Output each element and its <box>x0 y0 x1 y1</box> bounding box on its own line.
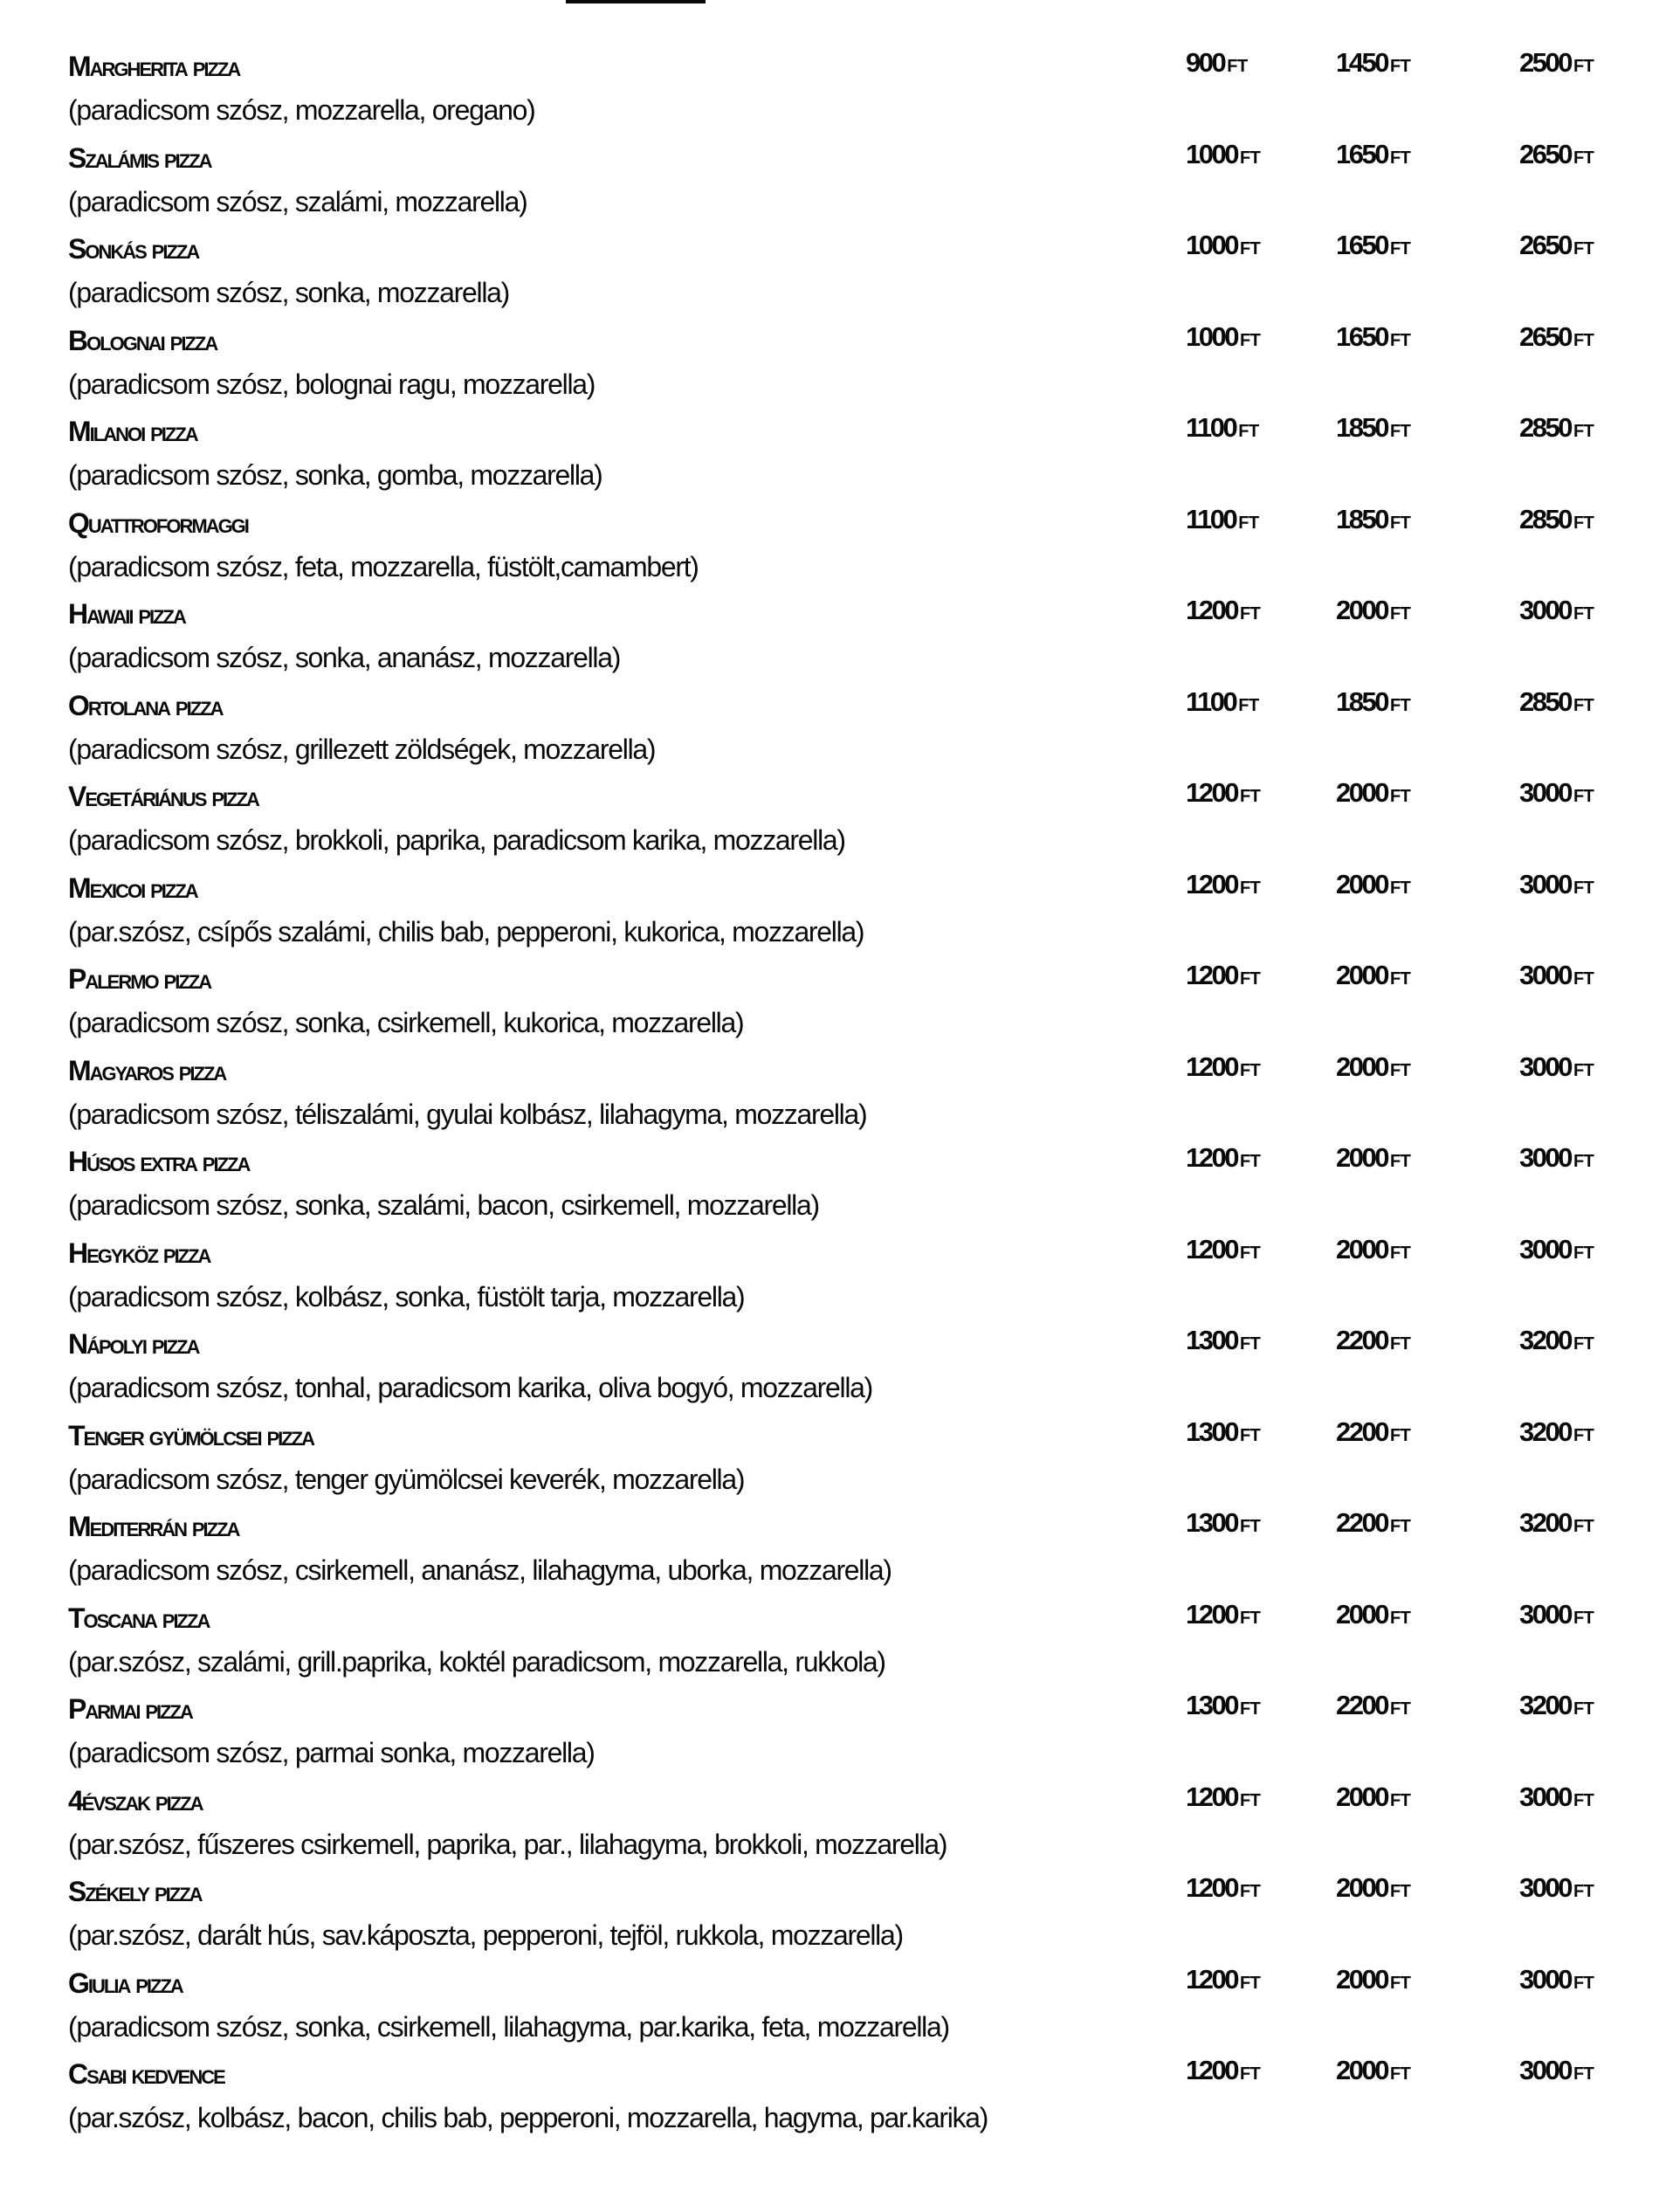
price-medium <box>1336 139 1410 170</box>
price-value: 3000 <box>1519 595 1571 625</box>
price-value: 1200 <box>1186 1872 1237 1903</box>
pizza-ingredients: (par.szósz, csípős szalámi, chilis bab, pepperoni, kukorica, mozzarella) <box>68 915 864 948</box>
currency-unit: FT <box>1573 1882 1594 1901</box>
price-medium <box>1336 230 1410 261</box>
price-value: 1100 <box>1186 686 1236 717</box>
price-large <box>1519 1234 1594 1265</box>
price-value: 1000 <box>1186 138 1237 169</box>
price-medium <box>1336 1599 1410 1630</box>
price-small <box>1186 1599 1260 1630</box>
price-medium <box>1336 1234 1410 1265</box>
pizza-ingredients: (paradicsom szósz, parmai sonka, mozzarella) <box>68 1737 595 1768</box>
price-value: 2000 <box>1336 868 1387 899</box>
price-value: 2000 <box>1336 595 1387 625</box>
currency-unit: FT <box>1573 1608 1594 1628</box>
price-large <box>1519 1507 1594 1539</box>
price-small <box>1186 1781 1260 1813</box>
price-value: 1200 <box>1186 1598 1237 1630</box>
price-value: 3000 <box>1519 777 1571 808</box>
currency-unit: FT <box>1239 1425 1261 1445</box>
menu-item <box>68 1776 1631 1868</box>
price-small <box>1186 1051 1260 1083</box>
pizza-ingredients: (paradicsom szósz, téliszalámi, gyulai kolbász, lilahagyma, mozzarella) <box>68 1098 867 1130</box>
price-value: 1300 <box>1186 1416 1237 1447</box>
price-medium <box>1336 869 1410 900</box>
price-large <box>1519 1142 1594 1174</box>
currency-unit: FT <box>1239 1517 1261 1536</box>
currency-unit: FT <box>1573 1517 1594 1536</box>
price-small <box>1186 1325 1260 1356</box>
pizza-ingredients: (paradicsom szósz, szalámi, mozzarella) <box>68 185 527 217</box>
price-large <box>1519 230 1594 261</box>
pizza-ingredients: (paradicsom szósz, sonka, gomba, mozzarella) <box>68 459 602 491</box>
price-small <box>1186 777 1260 809</box>
currency-unit: FT <box>1239 1152 1261 1171</box>
price-small <box>1186 1690 1260 1721</box>
pizza-name: Magyaros pizza <box>68 1054 226 1086</box>
price-value: 3000 <box>1519 1142 1571 1173</box>
price-value: 1850 <box>1336 503 1387 534</box>
menu-item <box>68 954 1631 1046</box>
currency-unit: FT <box>1573 148 1594 168</box>
currency-unit: FT <box>1238 513 1259 533</box>
price-large <box>1519 595 1594 626</box>
currency-unit: FT <box>1239 148 1261 168</box>
price-large <box>1519 321 1594 353</box>
price-value: 1200 <box>1186 1781 1237 1812</box>
price-value: 3000 <box>1519 1781 1571 1812</box>
currency-unit: FT <box>1239 1243 1261 1263</box>
price-value: 1300 <box>1186 1690 1237 1720</box>
currency-unit: FT <box>1389 513 1411 533</box>
currency-unit: FT <box>1389 1973 1411 1993</box>
currency-unit: FT <box>1389 1243 1411 1263</box>
menu-item <box>68 224 1631 316</box>
currency-unit: FT <box>1573 1334 1594 1354</box>
currency-unit: FT <box>1239 1973 1261 1993</box>
price-large <box>1519 777 1594 809</box>
currency-unit: FT <box>1573 787 1594 806</box>
currency-unit: FT <box>1239 239 1261 258</box>
currency-unit: FT <box>1389 1060 1411 1080</box>
price-value: 1200 <box>1186 595 1237 625</box>
price-value: 900 <box>1186 47 1225 78</box>
price-medium <box>1336 1507 1410 1539</box>
menu-item <box>68 1502 1631 1594</box>
menu-item <box>68 499 1631 590</box>
currency-unit: FT <box>1389 422 1411 441</box>
currency-unit: FT <box>1389 239 1411 258</box>
price-value: 2200 <box>1336 1690 1387 1720</box>
price-large <box>1519 2055 1594 2086</box>
pizza-name: Sonkás pizza <box>68 233 199 265</box>
price-value: 1200 <box>1186 1142 1237 1173</box>
menu-item <box>68 1137 1631 1229</box>
price-value: 2000 <box>1336 1598 1387 1630</box>
price-value: 1850 <box>1336 686 1387 717</box>
currency-unit: FT <box>1389 148 1411 168</box>
price-value: 2200 <box>1336 1416 1387 1447</box>
price-large <box>1519 1872 1594 1904</box>
pizza-name: Parmai pizza <box>68 1693 192 1725</box>
currency-unit: FT <box>1239 878 1261 898</box>
pizza-ingredients: (paradicsom szósz, brokkoli, paprika, paradicsom karika, mozzarella) <box>68 824 845 856</box>
currency-unit: FT <box>1573 239 1594 258</box>
pizza-name: Hegyköz pizza <box>68 1237 210 1269</box>
price-large <box>1519 869 1594 900</box>
price-large <box>1519 1325 1594 1356</box>
pizza-name: Mexicoi pizza <box>68 872 197 904</box>
pizza-ingredients: (par.szósz, kolbász, bacon, chilis bab, pepperoni, mozzarella, hagyma, par.karika) <box>68 2102 988 2133</box>
currency-unit: FT <box>1239 787 1261 806</box>
pizza-ingredients: (paradicsom szósz, bolognai ragu, mozzarella) <box>68 368 595 400</box>
price-medium <box>1336 960 1410 991</box>
price-small <box>1186 321 1260 353</box>
price-value: 1650 <box>1336 138 1387 169</box>
pizza-name: Palermo pizza <box>68 963 211 995</box>
price-small <box>1186 1964 1260 1995</box>
price-large <box>1519 960 1594 991</box>
price-value: 3000 <box>1519 1598 1571 1630</box>
price-medium <box>1336 1051 1410 1083</box>
menu-item <box>68 1685 1631 1776</box>
price-value: 1650 <box>1336 320 1387 352</box>
pizza-ingredients: (par.szósz, darált hús, sav.káposzta, pepperoni, tejföl, rukkola, mozzarella) <box>68 1919 903 1951</box>
price-value: 2650 <box>1519 320 1571 352</box>
price-small <box>1186 686 1259 718</box>
currency-unit: FT <box>1573 1060 1594 1080</box>
pizza-ingredients: (paradicsom szósz, sonka, csirkemell, lilahagyma, par.karika, feta, mozzarella) <box>68 2010 949 2043</box>
pizza-name: Szalámis pizza <box>68 141 211 174</box>
price-value: 3000 <box>1519 960 1571 990</box>
price-value: 2200 <box>1336 1507 1387 1538</box>
price-value: 2000 <box>1336 2055 1387 2085</box>
price-value: 2500 <box>1519 47 1571 78</box>
price-medium <box>1336 777 1410 809</box>
price-medium <box>1336 412 1410 444</box>
currency-unit: FT <box>1389 1790 1411 1810</box>
price-small <box>1186 1507 1260 1539</box>
pizza-name: Csabi kedvence <box>68 2058 224 2090</box>
currency-unit: FT <box>1389 878 1411 898</box>
pizza-ingredients: (paradicsom szósz, grillezett zöldségek, mozzarella) <box>68 733 656 765</box>
price-value: 2850 <box>1519 686 1571 717</box>
currency-unit: FT <box>1239 1699 1261 1719</box>
menu-item <box>68 407 1631 499</box>
price-value: 1200 <box>1186 777 1237 808</box>
currency-unit: FT <box>1389 604 1411 624</box>
currency-unit: FT <box>1573 1790 1594 1810</box>
currency-unit: FT <box>1573 57 1594 76</box>
price-large <box>1519 1690 1594 1721</box>
menu-item <box>68 1046 1631 1138</box>
currency-unit: FT <box>1573 422 1594 441</box>
menu-item <box>68 1867 1631 1959</box>
pizza-name: 4évszak pizza <box>68 1784 203 1816</box>
currency-unit: FT <box>1573 1243 1594 1263</box>
currency-unit: FT <box>1389 57 1411 76</box>
pizza-ingredients: (paradicsom szósz, sonka, szalámi, bacon, csirkemell, mozzarella) <box>68 1189 819 1221</box>
price-value: 1100 <box>1186 503 1236 534</box>
pizza-name: Hawaii pizza <box>68 598 185 630</box>
pizza-name: Nápolyi pizza <box>68 1328 199 1360</box>
price-large <box>1519 47 1594 79</box>
pizza-ingredients: (paradicsom szósz, sonka, ananász, mozzarella) <box>68 642 621 673</box>
price-value: 2650 <box>1519 138 1571 169</box>
pizza-name: Vegetáriánus pizza <box>68 781 258 812</box>
price-medium <box>1336 1142 1410 1174</box>
currency-unit: FT <box>1573 1425 1594 1445</box>
price-value: 3000 <box>1519 1051 1571 1082</box>
price-medium <box>1336 1964 1410 1995</box>
top-divider-line <box>566 0 706 3</box>
currency-unit: FT <box>1389 969 1411 989</box>
currency-unit: FT <box>1573 513 1594 533</box>
currency-unit: FT <box>1239 604 1261 624</box>
currency-unit: FT <box>1389 1517 1411 1536</box>
pizza-name: Toscana pizza <box>68 1602 210 1634</box>
currency-unit: FT <box>1239 2064 1261 2084</box>
menu-item <box>68 589 1631 681</box>
price-small <box>1186 139 1260 170</box>
price-medium <box>1336 1325 1410 1356</box>
price-large <box>1519 139 1594 170</box>
price-large <box>1519 412 1594 444</box>
menu-item <box>68 681 1631 773</box>
price-small <box>1186 2055 1260 2086</box>
currency-unit: FT <box>1389 2064 1411 2084</box>
price-value: 2000 <box>1336 960 1387 990</box>
currency-unit: FT <box>1389 1152 1411 1171</box>
price-value: 2850 <box>1519 412 1571 443</box>
pizza-ingredients: (paradicsom szósz, mozzarella, oregano) <box>68 94 535 126</box>
currency-unit: FT <box>1573 604 1594 624</box>
price-large <box>1519 1416 1594 1448</box>
price-value: 3000 <box>1519 1872 1571 1903</box>
price-value: 1200 <box>1186 868 1237 899</box>
price-large <box>1519 1964 1594 1995</box>
currency-unit: FT <box>1389 1425 1411 1445</box>
pizza-ingredients: (paradicsom szósz, kolbász, sonka, füstölt tarja, mozzarella) <box>68 1280 745 1313</box>
pizza-name: Mediterrán pizza <box>68 1511 239 1542</box>
currency-unit: FT <box>1573 2064 1594 2084</box>
price-value: 1000 <box>1186 230 1237 260</box>
currency-unit: FT <box>1573 1699 1594 1719</box>
currency-unit: FT <box>1389 1882 1411 1901</box>
pizza-ingredients: (paradicsom szósz, tonhal, paradicsom karika, oliva bogyó, mozzarella) <box>68 1372 872 1403</box>
price-value: 1100 <box>1186 412 1236 443</box>
price-value: 3200 <box>1519 1325 1571 1355</box>
menu-item <box>68 2050 1631 2141</box>
price-value: 1200 <box>1186 960 1237 990</box>
currency-unit: FT <box>1573 330 1594 350</box>
price-large <box>1519 504 1594 535</box>
price-value: 1650 <box>1336 230 1387 260</box>
price-value: 3000 <box>1519 2055 1571 2085</box>
price-medium <box>1336 1872 1410 1904</box>
currency-unit: FT <box>1389 1334 1411 1354</box>
price-value: 2850 <box>1519 503 1571 534</box>
price-value: 1200 <box>1186 2055 1237 2085</box>
currency-unit: FT <box>1389 695 1411 715</box>
price-value: 2000 <box>1336 1963 1387 1995</box>
price-medium <box>1336 595 1410 626</box>
price-small <box>1186 1142 1260 1174</box>
menu-item <box>68 1959 1631 2050</box>
price-value: 2000 <box>1336 1233 1387 1264</box>
pizza-name: Margherita pizza <box>68 51 240 82</box>
menu-item <box>68 772 1631 864</box>
menu-item <box>68 1594 1631 1685</box>
pizza-name: Ortolana pizza <box>68 689 223 721</box>
price-small <box>1186 1872 1260 1904</box>
pizza-name: Húsos extra pizza <box>68 1146 250 1177</box>
pizza-ingredients: (paradicsom szósz, feta, mozzarella, füstölt,camambert) <box>68 550 699 582</box>
menu-item <box>68 134 1631 225</box>
currency-unit: FT <box>1389 1699 1411 1719</box>
price-small <box>1186 47 1248 79</box>
currency-unit: FT <box>1573 1973 1594 1993</box>
pizza-ingredients: (paradicsom szósz, csirkemell, ananász, lilahagyma, uborka, mozzarella) <box>68 1554 891 1586</box>
pizza-name: Tenger gyümölcsei pizza <box>68 1419 314 1451</box>
price-medium <box>1336 1690 1410 1721</box>
price-value: 1300 <box>1186 1325 1237 1355</box>
price-value: 1200 <box>1186 1051 1237 1082</box>
currency-unit: FT <box>1239 1790 1261 1810</box>
price-medium <box>1336 2055 1410 2086</box>
price-value: 1200 <box>1186 1963 1237 1995</box>
currency-unit: FT <box>1227 57 1248 76</box>
currency-unit: FT <box>1573 695 1594 715</box>
price-value: 2650 <box>1519 230 1571 260</box>
currency-unit: FT <box>1238 695 1259 715</box>
currency-unit: FT <box>1239 1882 1261 1901</box>
pizza-ingredients: (paradicsom szósz, sonka, mozzarella) <box>68 277 509 308</box>
currency-unit: FT <box>1239 969 1261 989</box>
price-small <box>1186 230 1260 261</box>
menu-item <box>68 316 1631 408</box>
currency-unit: FT <box>1389 787 1411 806</box>
pizza-name: Quattroformaggi <box>68 506 248 539</box>
currency-unit: FT <box>1239 1334 1261 1354</box>
currency-unit: FT <box>1238 422 1259 441</box>
currency-unit: FT <box>1389 330 1411 350</box>
price-small <box>1186 869 1260 900</box>
price-value: 3000 <box>1519 1233 1571 1264</box>
price-value: 2000 <box>1336 1781 1387 1812</box>
price-small <box>1186 1234 1260 1265</box>
currency-unit: FT <box>1239 1060 1261 1080</box>
price-value: 2000 <box>1336 1051 1387 1082</box>
price-value: 3200 <box>1519 1507 1571 1538</box>
currency-unit: FT <box>1573 1152 1594 1171</box>
price-medium <box>1336 1416 1410 1448</box>
menu-item <box>68 42 1631 134</box>
price-value: 1000 <box>1186 320 1237 352</box>
price-medium <box>1336 47 1410 79</box>
price-value: 1200 <box>1186 1233 1237 1264</box>
pizza-ingredients: (paradicsom szósz, tenger gyümölcsei keverék, mozzarella) <box>68 1463 745 1495</box>
price-medium <box>1336 1781 1410 1813</box>
price-large <box>1519 1599 1594 1630</box>
price-medium <box>1336 321 1410 353</box>
price-value: 2000 <box>1336 777 1387 808</box>
pizza-name: Milanoi pizza <box>68 416 197 447</box>
price-medium <box>1336 504 1410 535</box>
price-large <box>1519 1781 1594 1813</box>
price-small <box>1186 1416 1260 1448</box>
pizza-name: Székely pizza <box>68 1876 202 1907</box>
pizza-ingredients: (par.szósz, fűszeres csirkemell, paprika, par., lilahagyma, brokkoli, mozzarella) <box>68 1828 947 1860</box>
currency-unit: FT <box>1239 330 1261 350</box>
price-value: 2000 <box>1336 1872 1387 1903</box>
price-value: 3200 <box>1519 1690 1571 1720</box>
price-value: 1450 <box>1336 47 1387 78</box>
currency-unit: FT <box>1573 969 1594 989</box>
menu-item <box>68 1229 1631 1320</box>
currency-unit: FT <box>1389 1608 1411 1628</box>
menu-item <box>68 864 1631 955</box>
price-value: 1300 <box>1186 1507 1237 1538</box>
price-large <box>1519 686 1594 718</box>
price-value: 1850 <box>1336 412 1387 443</box>
price-value: 3000 <box>1519 1963 1571 1995</box>
price-small <box>1186 504 1259 535</box>
menu-item <box>68 1320 1631 1411</box>
price-small <box>1186 960 1260 991</box>
price-small <box>1186 595 1260 626</box>
pizza-name: Bolognai pizza <box>68 324 217 356</box>
price-value: 3000 <box>1519 868 1571 899</box>
price-value: 2000 <box>1336 1142 1387 1173</box>
price-value: 3200 <box>1519 1416 1571 1447</box>
pizza-menu-list <box>68 42 1631 2141</box>
currency-unit: FT <box>1573 878 1594 898</box>
price-large <box>1519 1051 1594 1083</box>
pizza-name: Giulia pizza <box>68 1967 182 1999</box>
price-value: 2200 <box>1336 1325 1387 1355</box>
price-small <box>1186 412 1259 444</box>
price-medium <box>1336 686 1410 718</box>
pizza-ingredients: (par.szósz, szalámi, grill.paprika, koktél paradicsom, mozzarella, rukkola) <box>68 1645 885 1678</box>
pizza-ingredients: (paradicsom szósz, sonka, csirkemell, kukorica, mozzarella) <box>68 1007 744 1038</box>
currency-unit: FT <box>1239 1608 1261 1628</box>
menu-item <box>68 1411 1631 1503</box>
